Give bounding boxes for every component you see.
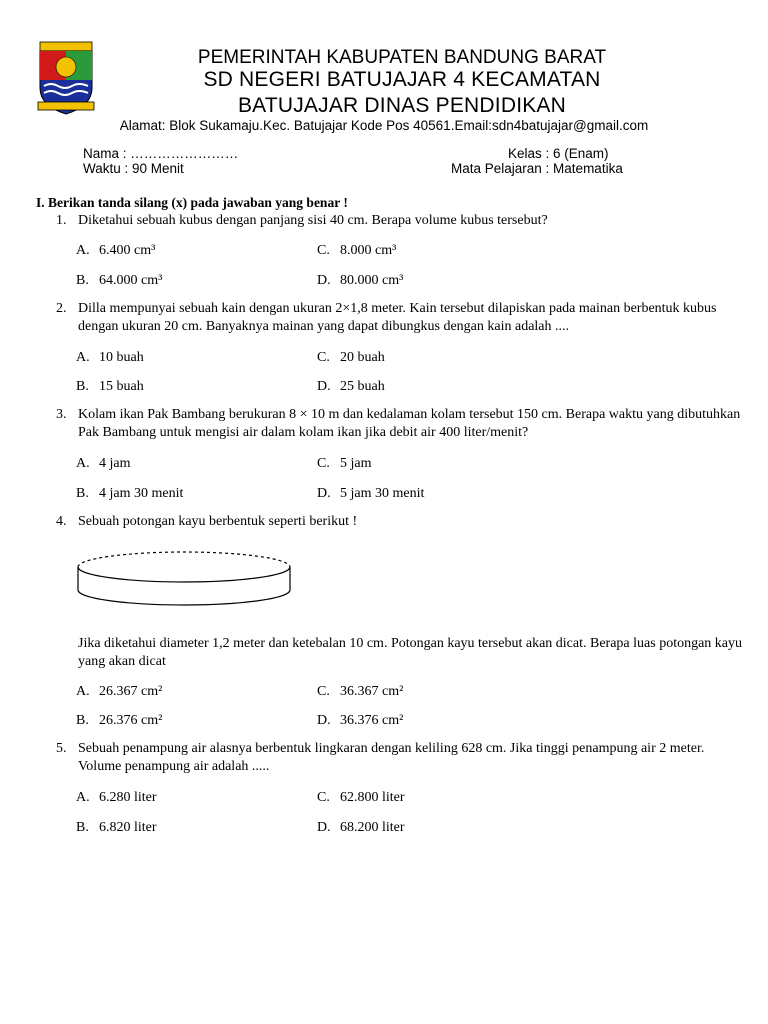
option-letter: A. [76, 684, 90, 699]
option-letter: A. [76, 790, 90, 805]
info-mata-pelajaran: Mata Pelajaran : Matematika [451, 161, 623, 176]
question-4 [56, 513, 746, 531]
header-department: BATUJAJAR DINAS PENDIDIKAN [237, 94, 567, 117]
option-text: 6.400 cm³ [99, 243, 156, 258]
option-letter: A. [76, 350, 90, 365]
header-address: Alamat: Blok Sukamaju.Kec. Batujajar Kode Pos 40561.Email:sdn4batujajar@gmail.com [119, 118, 649, 133]
option-text: 62.800 liter [340, 790, 405, 805]
option-letter: B. [76, 379, 89, 394]
question-number: 5. [56, 741, 67, 756]
option-d[interactable] [317, 379, 385, 395]
option-letter: C. [317, 350, 330, 365]
option-c[interactable] [317, 790, 405, 806]
option-b[interactable] [76, 379, 144, 395]
option-b[interactable] [76, 713, 162, 729]
option-text: 26.367 cm² [99, 684, 163, 699]
option-text: 36.376 cm² [340, 713, 404, 728]
option-a[interactable] [76, 350, 144, 366]
option-letter: D. [317, 379, 331, 394]
option-d[interactable] [317, 486, 424, 502]
option-letter: C. [317, 684, 330, 699]
option-letter: D. [317, 486, 331, 501]
wood-disc-figure [76, 550, 292, 610]
option-c[interactable] [317, 243, 396, 259]
info-nama: Nama : …………………… [83, 146, 239, 161]
option-letter: C. [317, 243, 330, 258]
option-text: 8.000 cm³ [340, 243, 397, 258]
option-letter: C. [317, 456, 330, 471]
option-text: 5 jam [340, 456, 372, 471]
option-a[interactable] [76, 243, 155, 259]
option-text: 64.000 cm³ [99, 273, 163, 288]
question-number: 2. [56, 301, 67, 316]
question-text: Dilla mempunyai sebuah kain dengan ukuran 2×1,8 meter. Kain tersebut dilapiskan pada mainan berbentuk kubus dengan ukuran 20 cm. Banyaknya mainan yang dapat dibungkus dengan kain adalah .... [78, 301, 717, 334]
option-d[interactable] [317, 273, 403, 289]
option-letter: D. [317, 273, 331, 288]
option-text: 4 jam 30 menit [99, 486, 184, 501]
option-c[interactable] [317, 684, 403, 700]
option-a[interactable] [76, 684, 162, 700]
option-text: 5 jam 30 menit [340, 486, 425, 501]
option-b[interactable] [76, 273, 162, 289]
section-title: I. Berikan tanda silang (x) pada jawaban yang benar ! [36, 195, 348, 210]
question-text: Kolam ikan Pak Bambang berukuran 8 × 10 m dan kedalaman kolam tersebut 150 cm. Berapa waktu yang dibutuhkan Pak Bambang untuk mengisi air dalam kolam ikan jika debit air 400 liter/menit? [78, 407, 741, 440]
option-text: 15 buah [99, 379, 144, 394]
option-text: 80.000 cm³ [340, 273, 404, 288]
question-5 [56, 740, 746, 776]
option-text: 36.367 cm² [340, 684, 404, 699]
option-letter: D. [317, 820, 331, 835]
option-letter: A. [76, 456, 90, 471]
info-waktu: Waktu : 90 Menit [83, 161, 184, 176]
option-text: 20 buah [340, 350, 385, 365]
option-a[interactable] [76, 790, 157, 806]
option-letter: B. [76, 273, 89, 288]
header-school: SD NEGERI BATUJAJAR 4 KECAMATAN [203, 68, 601, 91]
option-letter: B. [76, 713, 89, 728]
question-text: Sebuah potongan kayu berbentuk seperti berikut ! [78, 514, 358, 529]
option-text: 68.200 liter [340, 820, 405, 835]
question-text: Diketahui sebuah kubus dengan panjang sisi 40 cm. Berapa volume kubus tersebut? [78, 213, 548, 228]
question-3 [56, 406, 746, 442]
question-1 [56, 212, 746, 230]
option-b[interactable] [76, 486, 183, 502]
option-text: 6.820 liter [99, 820, 157, 835]
option-c[interactable] [317, 456, 372, 472]
option-text: 26.376 cm² [99, 713, 163, 728]
question-4-note: Jika diketahui diameter 1,2 meter dan ketebalan 10 cm. Potongan kayu tersebut akan dicat. Berapa luas potongan kayu yang akan dicat [78, 636, 743, 669]
option-text: 25 buah [340, 379, 385, 394]
option-a[interactable] [76, 456, 131, 472]
question-number: 1. [56, 213, 67, 228]
option-letter: A. [76, 243, 90, 258]
question-number: 4. [56, 514, 67, 529]
option-letter: B. [76, 820, 89, 835]
question-2 [56, 300, 746, 336]
header-government: PEMERINTAH KABUPATEN BANDUNG BARAT [197, 47, 607, 68]
option-d[interactable] [317, 713, 403, 729]
option-d[interactable] [317, 820, 405, 836]
option-text: 10 buah [99, 350, 144, 365]
question-number: 3. [56, 407, 67, 422]
option-text: 4 jam [99, 456, 131, 471]
option-letter: B. [76, 486, 89, 501]
option-letter: D. [317, 713, 331, 728]
option-b[interactable] [76, 820, 157, 836]
question-text: Sebuah penampung air alasnya berbentuk lingkaran dengan keliling 628 cm. Jika tinggi penampung air 2 meter. Volume penampung air adalah ..... [78, 741, 705, 774]
option-text: 6.280 liter [99, 790, 157, 805]
option-letter: C. [317, 790, 330, 805]
option-c[interactable] [317, 350, 385, 366]
info-kelas: Kelas : 6 (Enam) [508, 146, 609, 161]
